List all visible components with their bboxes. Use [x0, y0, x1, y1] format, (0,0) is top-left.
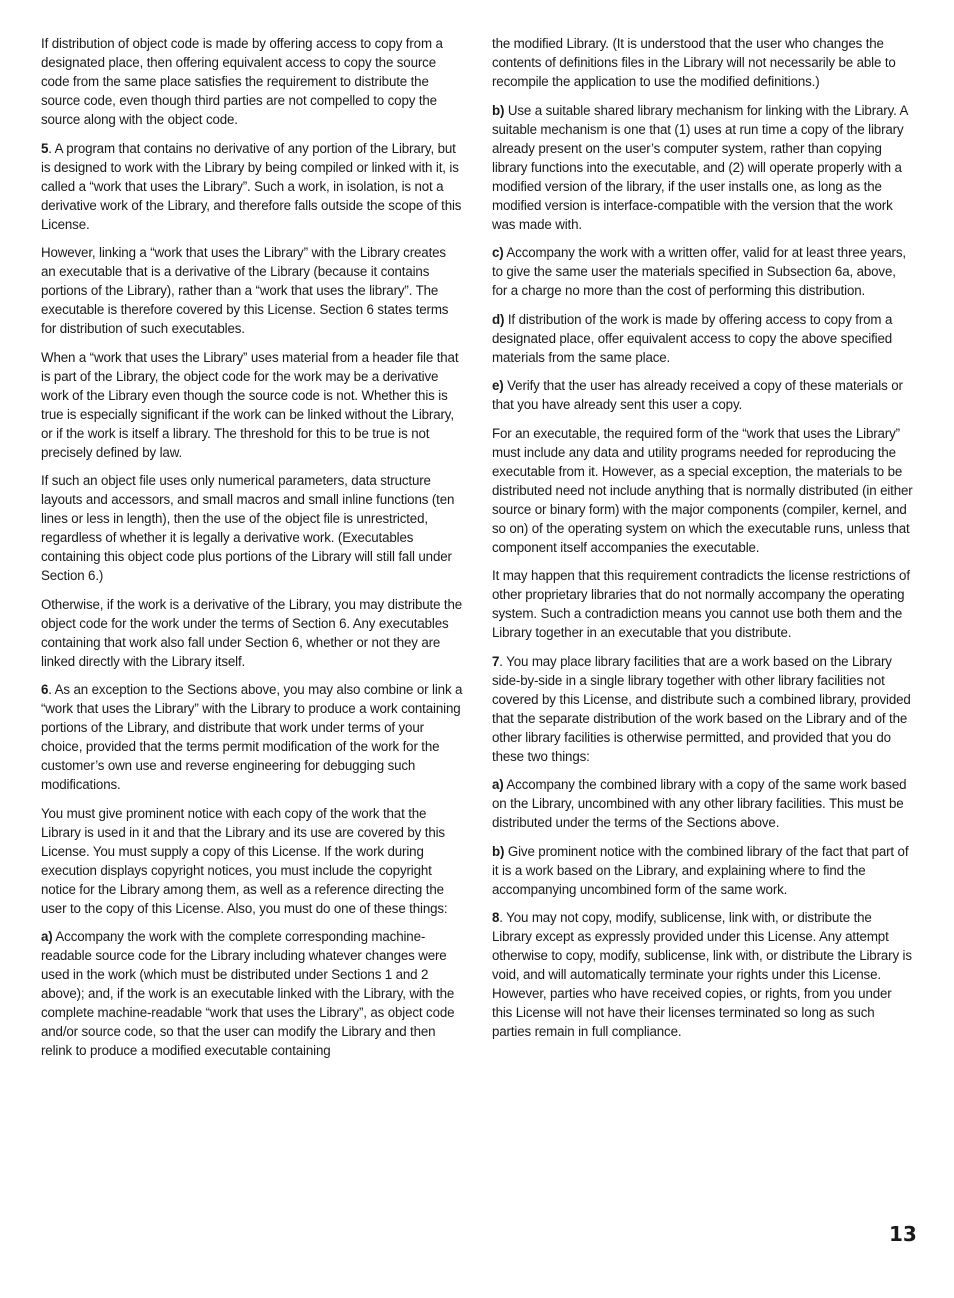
paragraph — [492, 776, 914, 833]
paragraph-text: Accompany the work with the complete corresponding machine-readable source code for the Library including whatever changes were used in the work (which must be distributed under Sections 1 and 2 above); and, if the work is an executable linked with the Library, with the complete machine-readable “work that uses the Library”, as object code and/or source code, so that the user can modify the Library and then relink to produce a modified executable containing — [41, 929, 455, 1059]
paragraph-text: . You may not copy, modify, sublicense, link with, or distribute the Library except as expressly provided under this License. Any attempt otherwise to copy, modify, sublicense, link with, or distribute the Library is void, and will automatically terminate your rights under this License. However, parties who have received copies, or rights, from you under this License will not have their licenses terminated so long as such parties remain in full compliance. — [492, 910, 912, 1040]
paragraph — [41, 349, 463, 463]
paragraph-text: Give prominent notice with the combined library of the fact that part of it is a work based on the Library, and explaining where to find the accompanying uncombined form of the same work. — [492, 843, 909, 898]
paragraph — [492, 102, 914, 235]
paragraph — [492, 311, 914, 368]
paragraph — [41, 244, 463, 339]
paragraph — [492, 425, 914, 558]
paragraph-text: . As an exception to the Sections above, you may also combine or link a “work that uses the Library” with the Library to produce a work containing portions of the Library, and distribute that work under terms of your choice, provided that the terms permit modification of the work for the customer’s own use and reverse engineering for debugging such modifications. — [41, 682, 463, 793]
paragraph-text: It may happen that this requirement contradicts the license restrictions of other proprietary libraries that do not normally accompany the operating system. Such a contradiction means you cannot use both them and the Library together in an executable that you distribute. — [492, 568, 910, 641]
section-lead: a) — [492, 777, 504, 793]
paragraph-text: If such an object file uses only numerical parameters, data structure layouts and accessors, and small macros and small inline functions (ten lines or less in length), then the use of the object file is unrestricted, regardless of whether it is legally a derivative work. (Executables containing this object code plus portions of the Library will still fall under Section 6.) — [41, 473, 455, 584]
paragraph — [41, 596, 463, 672]
paragraph — [492, 567, 914, 643]
left-column — [41, 35, 465, 1071]
paragraph-text: You must give prominent notice with each copy of the work that the Library is used in it and that the Library and its use are covered by this License. You must supply a copy of this License. If the work during execution displays copyright notices, you must include the copyright notice for the Library among them, as well as a reference directing the user to the copy of this License. Also, you must do one of these things: — [41, 805, 448, 917]
paragraph-text: the modified Library. (It is understood that the user who changes the contents of definitions files in the Library will not necessarily be able to recompile the application to use the modified definitions.) — [492, 36, 896, 90]
paragraph — [492, 377, 914, 415]
section-lead: c) — [492, 245, 504, 261]
paragraph-text: . You may place library facilities that are a work based on the Library side-by-side in a single library together with other library facilities not covered by this License, and distribute such a combined library, provided that the separate distribution of the work based on the Library and of the other library facilities is otherwise permitted, and provided that you do these two things: — [492, 653, 911, 765]
section-lead: d) — [492, 311, 505, 328]
paragraph-text: When a “work that uses the Library” uses material from a header file that is part of the Library, the object code for the work may be a derivative work of the Library even though the source code is not. Whether this is true is especially significant if the work can be linked without the Library, or if the work is itself a library. The threshold for this to be true is not precisely defined by law. — [41, 349, 459, 461]
paragraph-text: . A program that contains no derivative of any portion of the Library, but is designed to work with the Library by being compiled or linked with it, is called a “work that uses the Library”. Such a work, in isolation, is not a derivative work of the Library, and therefore falls outside the scope of this License. — [41, 140, 462, 233]
paragraph — [492, 653, 914, 767]
paragraph — [492, 35, 914, 92]
right-column — [492, 35, 916, 1052]
section-lead: e) — [492, 378, 504, 394]
paragraph — [492, 843, 914, 900]
paragraph-text: Verify that the user has already received a copy of these materials or that you have already sent this user a copy. — [492, 378, 903, 413]
section-lead: 8 — [492, 910, 500, 926]
paragraph-text: However, linking a “work that uses the Library” with the Library creates an executable that is a derivative of the Library (because it contains portions of the Library), rather than a “work that uses the library”. The executable is therefore covered by this License. Section 6 states terms for distribution of such executables. — [41, 245, 449, 337]
paragraph — [41, 472, 463, 586]
paragraph-text: Otherwise, if the work is a derivative of the Library, you may distribute the object code for the work under the terms of Section 6. Any executables containing that work also fall under Section 6, whether or not they are linked directly with the Library itself. — [41, 596, 463, 670]
section-lead: a) — [41, 929, 53, 945]
section-lead: 7 — [492, 653, 500, 670]
paragraph — [41, 35, 463, 130]
paragraph-text: If distribution of the work is made by offering access to copy from a designated place, offer equivalent access to copy the above specified materials from the same place. — [492, 311, 893, 366]
paragraph — [41, 681, 463, 795]
paragraph-text: Use a suitable shared library mechanism for linking with the Library. A suitable mechanism is one that (1) uses at run time a copy of the library already present on the user’s computer system, rather than copying library functions into the executable, and (2) will operate properly with a modified version of the library, if the user installs one, as long as the modified version is interface-compatible with the version that the work was made with. — [492, 102, 908, 233]
section-lead: 5 — [41, 140, 49, 157]
section-lead: 6 — [41, 682, 49, 698]
paragraph — [41, 928, 463, 1061]
paragraph-text: For an executable, the required form of the “work that uses the Library” must include any data and utility programs needed for reproducing the executable from it. However, as a special exception, the materials to be distributed need not include anything that is normally distributed (in either source or binary form) with the major components (compiler, kernel, and so on) of the operating system on which the executable runs, unless that component itself accompanies the executable. — [492, 425, 913, 556]
section-lead: b) — [492, 102, 505, 119]
section-lead: b) — [492, 843, 505, 860]
paragraph — [492, 244, 914, 301]
paragraph — [41, 140, 463, 235]
paragraph — [41, 805, 463, 919]
paragraph-text: Accompany the work with a written offer, valid for at least three years, to give the same user the materials specified in Subsection 6a, above, for a charge no more than the cost of performing this distribution. — [492, 245, 906, 299]
page-number: 13 — [889, 1222, 917, 1246]
paragraph-text: If distribution of object code is made by offering access to copy from a designated place, then offering equivalent access to copy the source code from the same place satisfies the requirement to distribute the source code, even though third parties are not compelled to copy the source along with the object code. — [41, 36, 443, 128]
paragraph — [492, 909, 914, 1042]
paragraph-text: Accompany the combined library with a copy of the same work based on the Library, uncombined with any other library facilities. This must be distributed under the terms of the Sections above. — [492, 777, 907, 831]
